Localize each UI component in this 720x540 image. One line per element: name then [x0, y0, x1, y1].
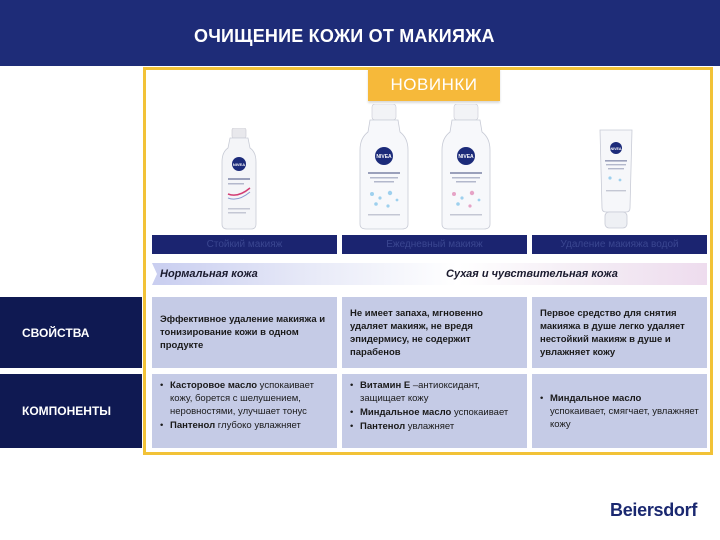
new-products-badge: НОВИНКИ [368, 68, 500, 101]
component-item [350, 420, 519, 433]
product-category-bar-1: Стойкий макияж [152, 235, 337, 254]
product-image-4 [596, 128, 636, 230]
product-category-bar-3: Удаление макияжа водой [532, 235, 707, 254]
page-title: ОЧИЩЕНИЕ КОЖИ ОТ МАКИЯЖА [194, 26, 495, 46]
component-item [350, 406, 519, 419]
component-name: Пантенол [360, 421, 406, 432]
product-image-1 [216, 128, 262, 230]
product-image-2 [358, 104, 410, 230]
product-category-bar-2: Ежедневный макияж [342, 235, 527, 254]
component-name: Миндальное масло [550, 393, 642, 404]
components-list-2 [350, 379, 519, 433]
header-bar [0, 0, 720, 66]
components-cell-1 [152, 374, 337, 448]
product-brand-2: NIVEA [376, 154, 392, 160]
component-item [160, 379, 329, 418]
row-label-properties: СВОЙСТВА [0, 297, 142, 368]
component-desc: –антиоксидант, защищает кожу [360, 380, 480, 404]
row-label-components: КОМПОНЕНТЫ [0, 374, 142, 448]
skin-type-dry-sensitive: Сухая и чувствительная кожа [446, 268, 618, 280]
component-name: Витамин Е [360, 380, 411, 391]
skin-type-normal: Нормальная кожа [160, 268, 258, 280]
product-image-3 [440, 104, 492, 230]
beiersdorf-logo: Beiersdorf [610, 500, 698, 520]
component-name: Миндальное масло [360, 407, 452, 418]
components-list-1 [160, 379, 329, 432]
component-item [540, 392, 699, 431]
component-desc: успокаивает [451, 407, 509, 418]
properties-text-3: Первое средство для снятия макияжа в душе легко удаляет нестойкий макияж в душе и увлажняет кожу [540, 307, 685, 358]
product-brand-3: NIVEA [458, 154, 474, 160]
component-name: Пантенол [170, 420, 216, 431]
component-name: Касторовое масло [170, 380, 258, 391]
properties-text-1: Эффективное удаление макияжа и тонизирование кожи в одном продукте [160, 314, 326, 351]
component-desc: успокаивает, смягчает, увлажняет кожу [550, 406, 699, 430]
component-desc: глубоко увлажняет [215, 420, 301, 431]
properties-cell-3 [532, 297, 707, 368]
components-cell-3 [532, 374, 707, 448]
component-item [160, 419, 329, 432]
properties-cell-1 [152, 297, 337, 368]
component-desc: увлажняет [405, 421, 455, 432]
components-cell-2 [342, 374, 527, 448]
component-desc: успокаивает кожу, борется с шелушением, неровностями, улучшает тонус [170, 380, 315, 417]
properties-cell-2 [342, 297, 527, 368]
component-item [350, 379, 519, 405]
properties-text-2: Не имеет запаха, мгновенно удаляет макияж, не вредя эпидермису, не содержит парабенов [350, 307, 483, 358]
product-brand-1: NIVEA [232, 162, 246, 167]
product-brand-4: NIVEA [610, 147, 622, 151]
components-list-3 [540, 392, 699, 431]
